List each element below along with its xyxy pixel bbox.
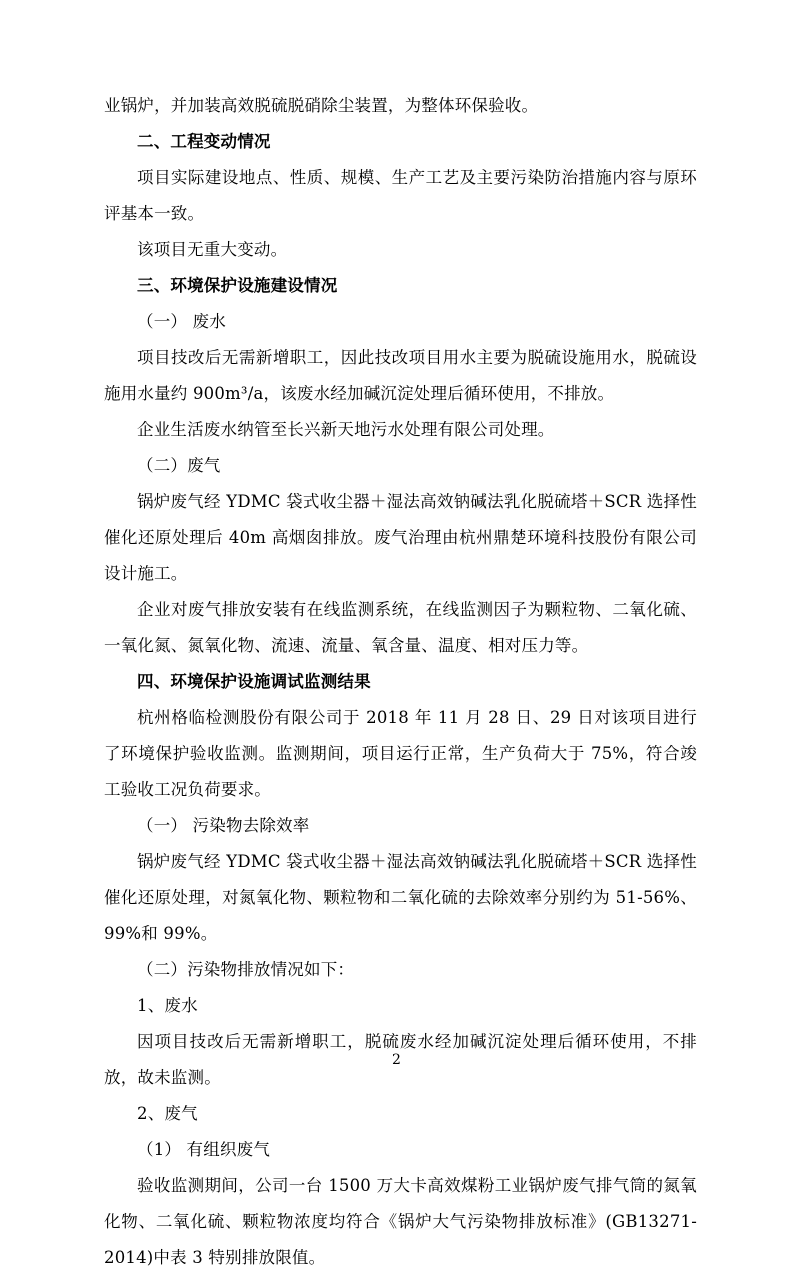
paragraph-online-monitoring: 企业对废气排放安装有在线监测系统，在线监测因子为颗粒物、二氧化硫、一氧化氮、氮氧化物、流速、流量、氧含量、温度、相对压力等。	[104, 600, 697, 655]
paragraph-no-major-change: 该项目无重大变动。	[137, 240, 288, 259]
section-heading-three: 三、环境保护设施建设情况	[137, 276, 338, 295]
subsection-emission-status: （二）污染物排放情况如下：	[137, 960, 355, 979]
item-wastewater: 1、废水	[137, 996, 198, 1015]
paragraph-project-consistency: 项目实际建设地点、性质、规模、生产工艺及主要污染防治措施内容与原环评基本一致。	[104, 168, 697, 223]
paragraph-removal-efficiency-detail: 锅炉废气经 YDMC 袋式收尘器＋湿法高效钠碱法乳化脱硫塔＋SCR 选择性催化还原处理，对氮氧化物、颗粒物和二氧化硫的去除效率分别约为 51-56%、99%和 99%。	[104, 852, 697, 943]
paragraph-wastewater-not-monitored: 因项目技改后无需新增职工，脱硫废水经加碱沉淀处理后循环使用，不排放，故未监测。	[104, 1032, 697, 1087]
item-waste-gas: 2、废气	[137, 1104, 198, 1123]
document-body	[104, 88, 697, 1276]
paragraph-boiler-gas-treatment: 锅炉废气经 YDMC 袋式收尘器＋湿法高效钠碱法乳化脱硫塔＋SCR 选择性催化还原处理后 40m 高烟囱排放。废气治理由杭州鼎楚环境科技股份有限公司设计施工。	[104, 492, 697, 583]
paragraph-acceptance-monitoring: 杭州格临检测股份有限公司于 2018 年 11 月 28 日、29 日对该项目进行了环境保护验收监测。监测期间，项目运行正常，生产负荷大于 75%，符合竣工验收工况负荷要求。	[104, 708, 697, 799]
item-organized-waste-gas: （1） 有组织废气	[137, 1140, 271, 1159]
section-heading-four: 四、环境保护设施调试监测结果	[137, 672, 371, 691]
paragraph-emission-standard-compliance: 验收监测期间，公司一台 1500 万大卡高效煤粉工业锅炉废气排气筒的氮氧化物、二氧化硫、颗粒物浓度均符合《锅炉大气污染物排放标准》(GB13271-2014)中表 3 特别排放限值。	[104, 1176, 697, 1267]
subsection-waste-gas: （二）废气	[137, 456, 221, 475]
paragraph-domestic-wastewater: 企业生活废水纳管至长兴新天地污水处理有限公司处理。	[137, 420, 555, 439]
paragraph-continued: 业锅炉，并加装高效脱硫脱硝除尘装置，为整体环保验收。	[104, 96, 539, 115]
subsection-removal-efficiency: （一） 污染物去除效率	[137, 816, 310, 835]
section-heading-two: 二、工程变动情况	[137, 132, 271, 151]
subsection-wastewater: （一） 废水	[137, 312, 226, 331]
paragraph-wastewater-usage: 项目技改后无需新增职工，因此技改项目用水主要为脱硫设施用水，脱硫设施用水量约 900m³/a，该废水经加碱沉淀处理后循环使用，不排放。	[104, 348, 697, 403]
page-number: 2	[392, 1052, 401, 1068]
